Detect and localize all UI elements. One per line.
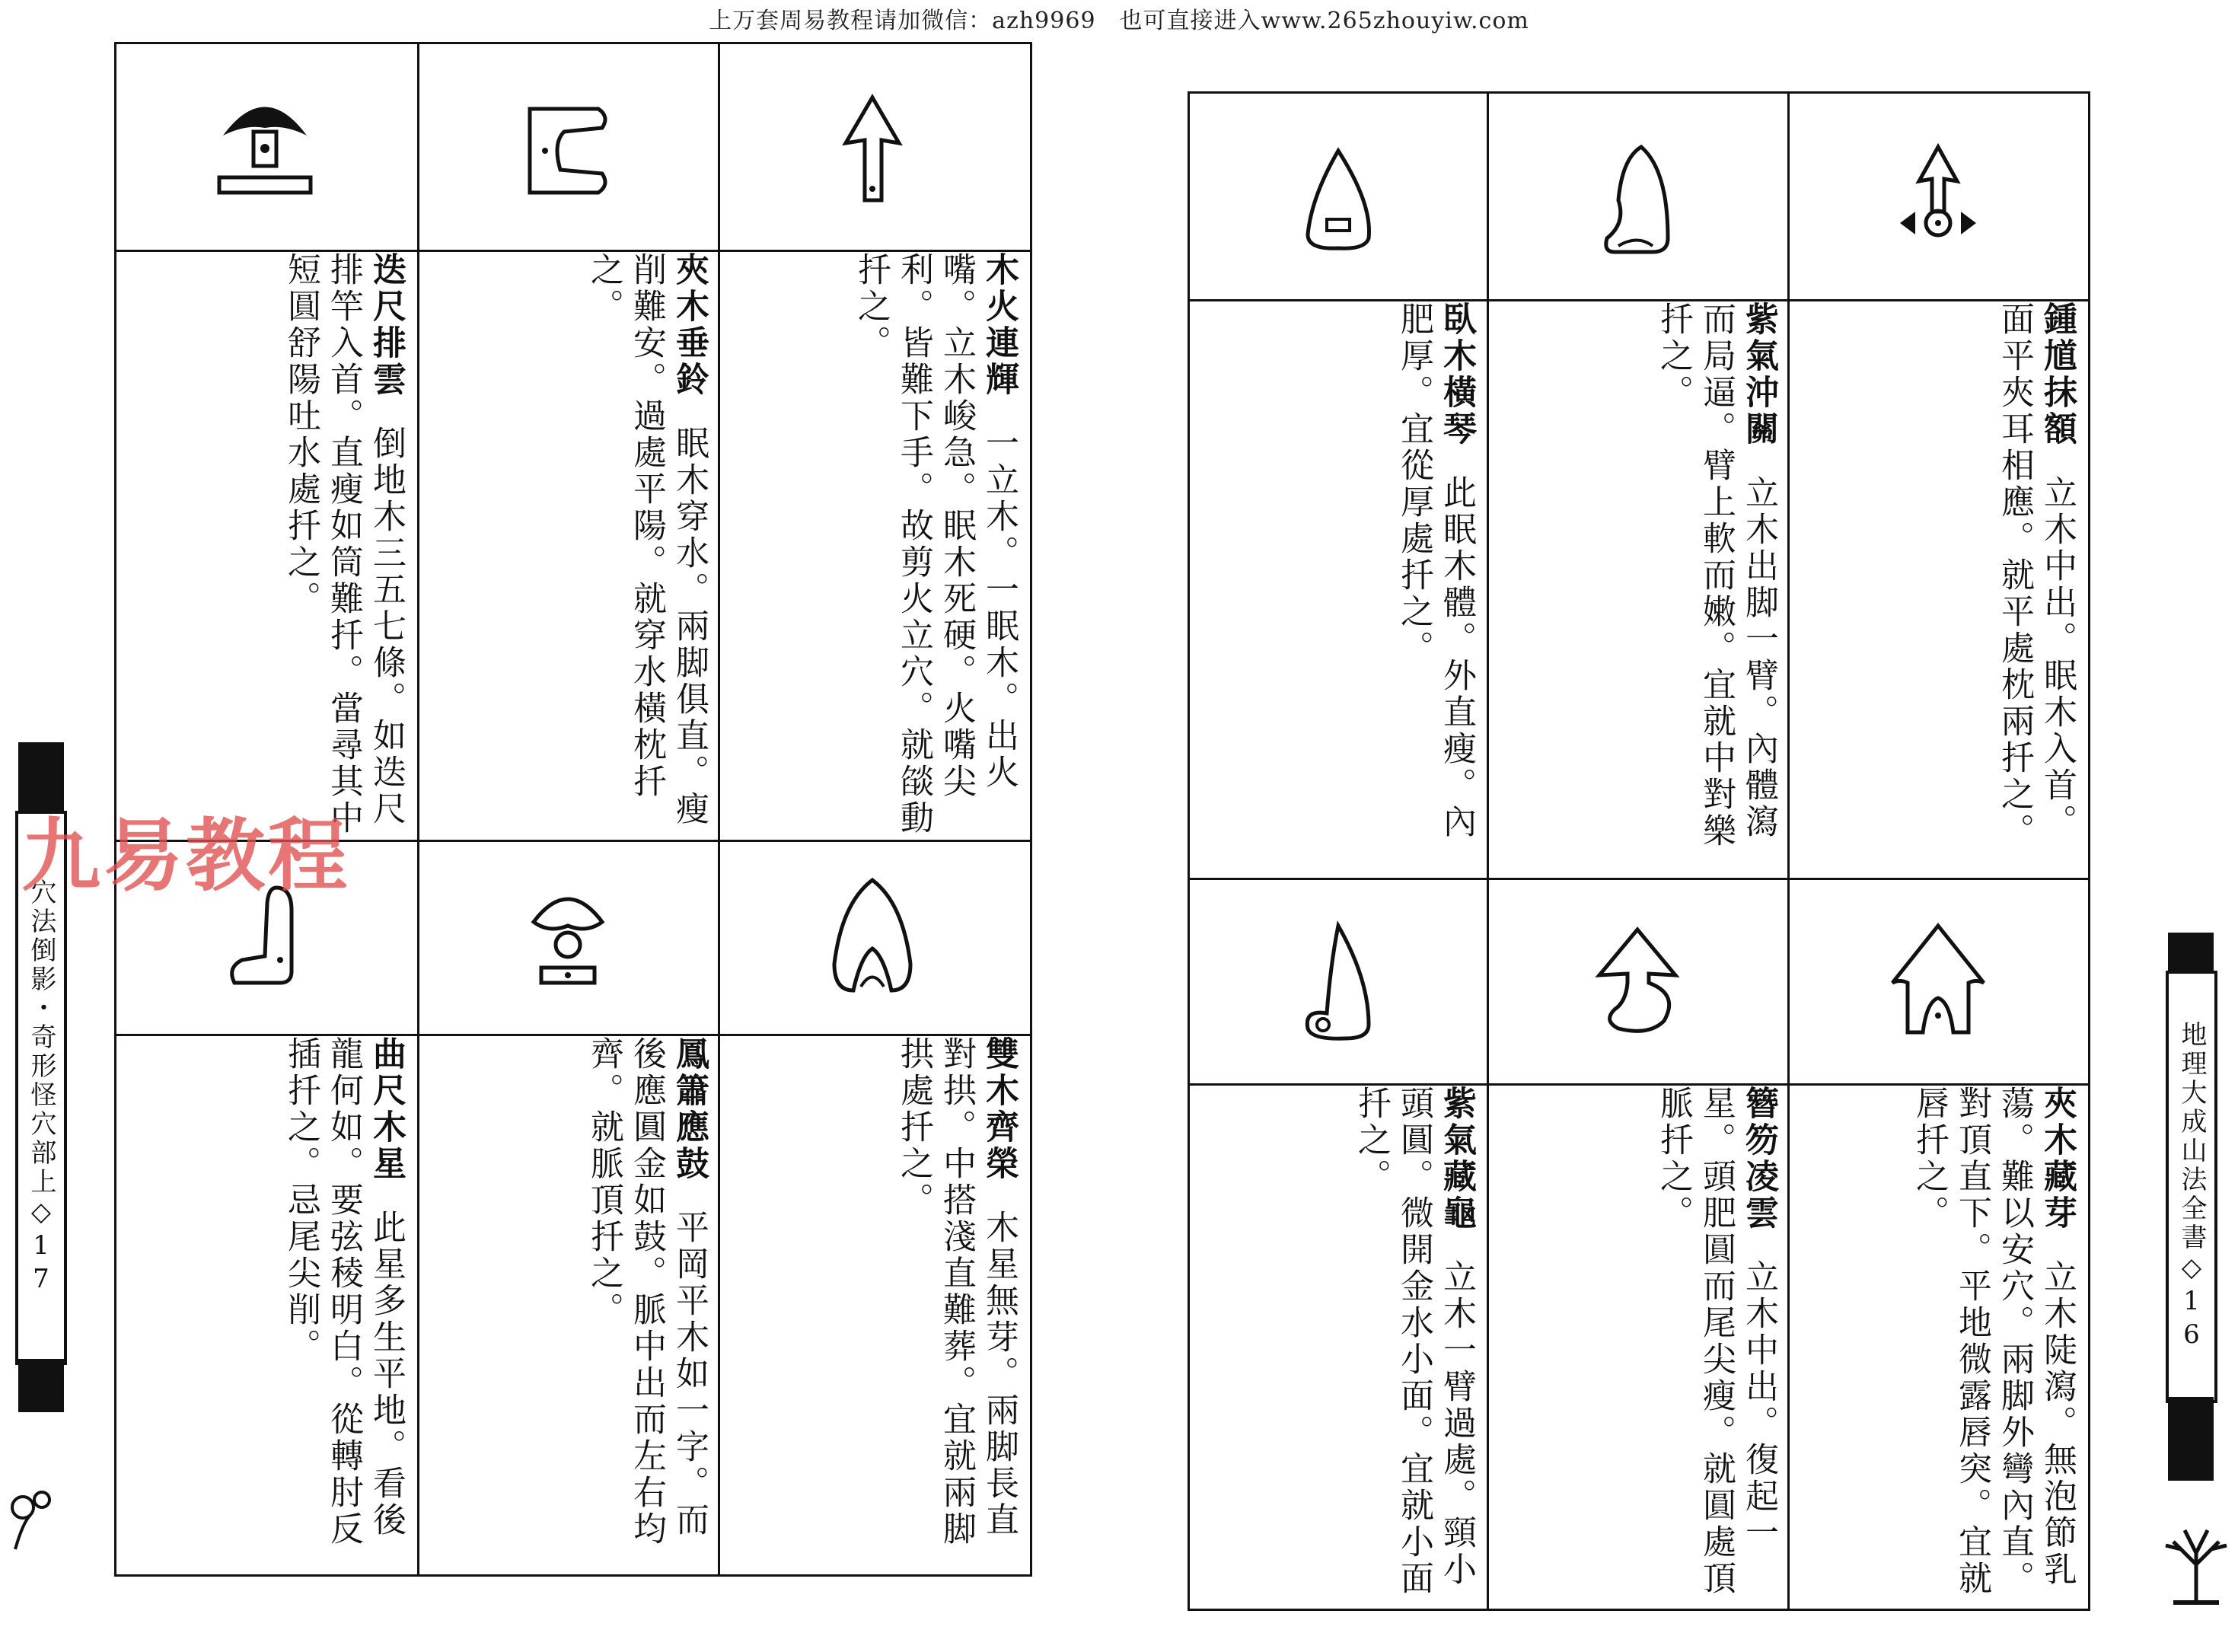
- entry-text: [1790, 1086, 2078, 1606]
- icon-cell-top-left: [116, 44, 415, 248]
- bracket-shape-icon: [518, 97, 617, 204]
- icon-cell-top-mid: [419, 44, 718, 248]
- flame-shape-icon: [1596, 139, 1679, 261]
- icon-cell-top-left: [1190, 94, 1485, 298]
- icon-cell-bottom-left: [1190, 880, 1485, 1082]
- icon-cell-top-mid: [1489, 94, 1787, 298]
- entry-text: [720, 252, 1020, 838]
- flower-ornament-icon: [0, 1477, 61, 1553]
- entry-top-2: [419, 252, 718, 838]
- entry-title: 紫氣沖關: [1739, 301, 1778, 448]
- entry-top-3: [1190, 301, 1485, 876]
- entry-title: 迭尺排雲: [367, 252, 406, 398]
- entry-top-1: [1790, 301, 2086, 876]
- icon-cell-bottom-mid: [1489, 880, 1787, 1082]
- entry-body: 木星無芽。兩脚長直對拱。中搭淺直難葬。宜就兩脚拱處扦之。: [894, 1036, 1019, 1548]
- entry-body: 此星多生平地。看後龍何如。要弦稜明白。從轉肘反插扦之。忌尾尖削。: [282, 1036, 406, 1548]
- right-page: [1188, 91, 2090, 1611]
- icon-cell-bottom-mid: [419, 842, 718, 1032]
- entry-bottom-1: [1790, 1086, 2086, 1606]
- teardrop-shape-icon: [1296, 143, 1380, 257]
- entry-text: [1190, 301, 1478, 876]
- entry-title: 夾木垂鈴: [670, 252, 709, 398]
- entry-text: [1190, 1086, 1478, 1606]
- entry-bottom-2: [419, 1036, 718, 1572]
- entry-text: [421, 252, 710, 838]
- entry-top-2: [1489, 301, 1787, 876]
- entry-body: 平岡平木如一字。而後應圓金如鼓。脈中出而左右均齊。就脈頂扦之。: [585, 1036, 709, 1548]
- icon-cell-bottom-right: [1790, 880, 2086, 1082]
- header-banner: 上万套周易教程请加微信：azh9969 也可直接进入www.265zhouyiw.com: [709, 8, 1529, 34]
- entry-body: 立木中出。眠木入首。面平夾耳相應。就平處枕兩扦之。: [1995, 301, 2077, 850]
- arrow-up-icon: [827, 90, 918, 212]
- entry-title: 鳳簫應鼓: [670, 1036, 709, 1182]
- icon-cell-bottom-right: [720, 842, 1028, 1032]
- entry-text: [720, 1036, 1020, 1572]
- entry-body: 立木一臂過處。頸小頭圓。微開金水小面。宜就小面扦之。: [1352, 1086, 1476, 1597]
- entry-title: 木火連輝: [980, 252, 1019, 398]
- entry-body: 倒地木三五七條。如迭尺排竿入首。直瘦如筒難扦。當尋其中短圓舒陽吐水處扦之。: [282, 252, 406, 837]
- entry-body: 立木出脚一臂。內體瀉而局逼。臂上軟而嫩。宜就中對樂扦之。: [1654, 301, 1778, 850]
- entry-title: 臥木橫琴: [1437, 301, 1476, 448]
- arrowhead-arch-icon: [1885, 918, 1991, 1048]
- entry-top-3: [116, 252, 415, 838]
- entry-bottom-3: [1190, 1086, 1485, 1606]
- arrowhead-blob-icon: [1588, 922, 1687, 1044]
- entry-title: 夾木藏芽: [2038, 1086, 2077, 1232]
- entry-text: [1790, 301, 2078, 876]
- entry-body: 立木中出。復起一星。頭肥圓而尾尖瘦。就圓處頂脈扦之。: [1654, 1086, 1778, 1597]
- entry-title: 紫氣藏龜: [1437, 1086, 1476, 1232]
- entry-body: 一立木。一眠木。出火嘴。立木峻急。眠木死硬。火嘴尖利。皆難下手。故剪火立穴。就燄動扦之。: [852, 252, 1019, 837]
- entry-title: 雙木齊榮: [980, 1036, 1019, 1182]
- entry-body: 此眠木體。外直瘦。內肥厚。宜從厚處扦之。: [1395, 301, 1476, 840]
- side-tab-text: 地理大成山法全書◇16: [2176, 1021, 2207, 1353]
- entry-bottom-1: [720, 1036, 1028, 1572]
- entry-body: 立木陡瀉。無泡節乳蕩。難以安穴。兩脚外彎內直。對頂直下。平地微露唇突。宜就唇扦之。: [1910, 1086, 2077, 1597]
- arch-shape-icon: [827, 872, 918, 1002]
- entry-title: 曲尺木星: [367, 1036, 406, 1182]
- entry-title: 簪笏凌雲: [1739, 1086, 1778, 1232]
- entry-text: [118, 1036, 407, 1572]
- entry-text: [1490, 1086, 1780, 1606]
- entry-top-1: [720, 252, 1028, 838]
- icon-cell-top-right: [720, 44, 1028, 248]
- watermark-text: 九易教程: [21, 809, 351, 902]
- side-tab-text: 穴法倒影・奇形怪穴部上◇17: [26, 879, 56, 1297]
- side-tab-right: [2166, 971, 2217, 1403]
- side-tab-bar-right: [2168, 933, 2214, 971]
- entry-text: [118, 252, 407, 838]
- icon-cell-top-right: [1790, 94, 2086, 298]
- tree-ornament-icon: [2158, 1519, 2234, 1606]
- entry-bottom-3: [116, 1036, 415, 1572]
- arrow-with-ears-icon: [1889, 139, 1988, 254]
- tall-teardrop-icon: [1296, 918, 1380, 1048]
- side-tab-bar-left-bottom: [18, 1359, 64, 1412]
- mushroom-shape-icon: [208, 86, 322, 208]
- entry-body: 眠木穿水。兩脚俱直。瘦削難安。過處平陽。就穿水橫枕扦之。: [585, 252, 709, 828]
- mushroom-knot-icon: [515, 880, 621, 994]
- entry-text: [1490, 301, 1780, 876]
- entry-text: [421, 1036, 710, 1572]
- entry-title: 鍾馗抹額: [2038, 301, 2077, 448]
- side-tab-bar-right-bottom: [2168, 1397, 2214, 1481]
- entry-bottom-2: [1489, 1086, 1787, 1606]
